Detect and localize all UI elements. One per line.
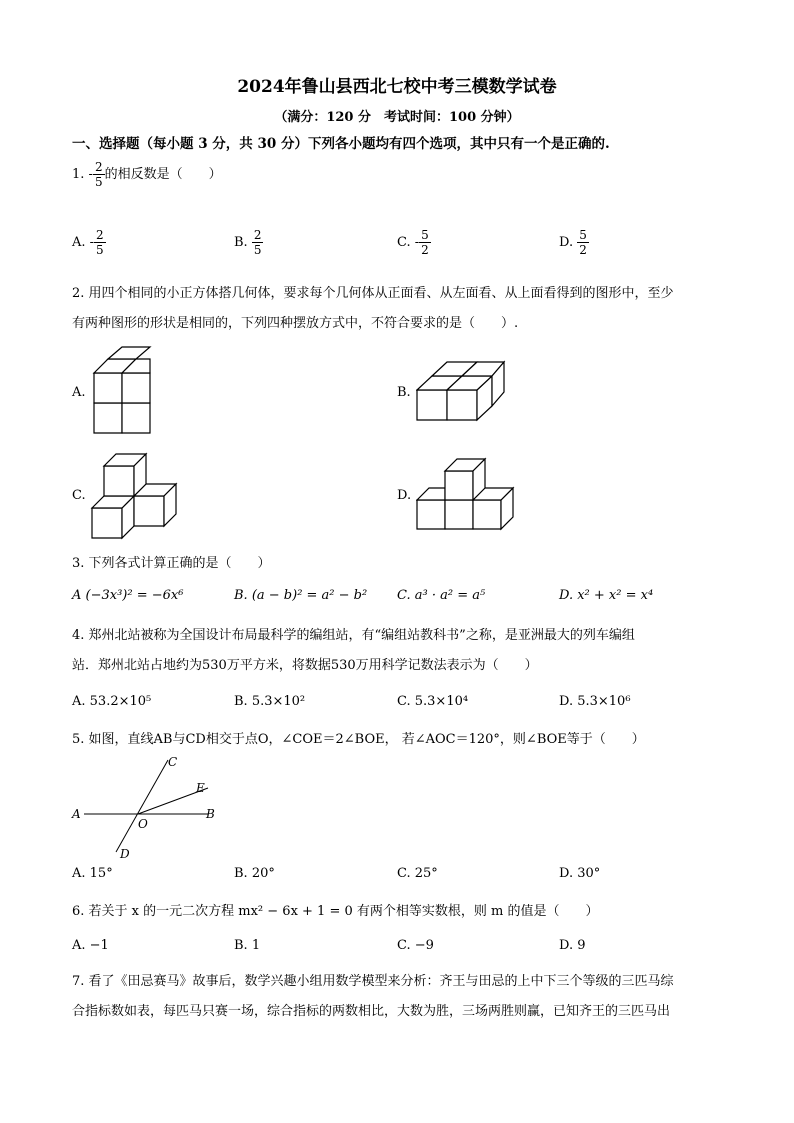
question-5: 5. 如图，直线AB与CD相交于点O，∠COE＝2∠BOE， 若∠AOC＝120°，则∠BOE等于（ ） xyxy=(72,732,645,747)
question-3: 3. 下列各式计算正确的是（ ） xyxy=(72,556,271,571)
exam-info: （满分：120 分 考试时间：100 分钟） xyxy=(274,110,520,125)
q2-figure-a xyxy=(92,345,152,435)
q3-option-a: A (−3x³)² = −6x⁶ xyxy=(72,588,184,603)
q5-option-b: B. 20° xyxy=(234,866,275,881)
question-1 xyxy=(72,160,222,189)
q5-option-c: C. 25° xyxy=(397,866,438,881)
question-2-line-2: 有两种图形的形状是相同的，下列四种摆放方式中，不符合要求的是（ ）. xyxy=(72,316,519,331)
section-heading: 一、选择题（每小题 3 分，共 30 分）下列各小题均有四个选项，其中只有一个是正确的. xyxy=(72,136,610,152)
question-4-line-2: 站．郑州北站占地约为530万平方米，将数据530万用科学记数法表示为（ ） xyxy=(72,658,538,673)
question-7-line-2: 合指标数如表，每匹马只赛一场，综合指标的两数相比，大数为胜，三场两胜则赢，已知齐王的三匹马出 xyxy=(72,1004,671,1019)
point-b-label: B xyxy=(206,807,215,821)
question-2-line-1: 2. 用四个相同的小正方体搭几何体，要求每个几何体从正面看、从左面看、从上面看得到的图形中，至少 xyxy=(72,286,674,301)
question-6: 6. 若关于 x 的一元二次方程 mx² − 6x + 1 = 0 有两个相等实数根，则 m 的值是（ ） xyxy=(72,904,599,919)
q1-option-c: C. - $\frac{5}{2}$ xyxy=(397,228,429,257)
q2-figure-c xyxy=(90,450,180,540)
q5-angle-figure xyxy=(70,752,230,862)
q2-figure-d xyxy=(416,456,516,532)
q2-figure-b xyxy=(416,358,506,422)
q6-option-b: B. 1 xyxy=(234,938,261,953)
q2-option-d-label: D. xyxy=(397,488,412,503)
question-4-line-1: 4. 郑州北站被称为全国设计布局最科学的编组站，有“编组站教科书”之称，是亚洲最大的列车编组 xyxy=(72,628,635,643)
point-c-label: C xyxy=(168,755,178,769)
point-o-label: O xyxy=(138,817,148,831)
page-title: 2024年鲁山县西北七校中考三模数学试卷 xyxy=(237,77,557,97)
q6-option-a: A. −1 xyxy=(72,938,109,953)
q6-option-c: C. −9 xyxy=(397,938,434,953)
q5-option-d: D. 30° xyxy=(559,866,601,881)
point-d-label: D xyxy=(120,847,130,861)
q1-option-b: B. $\frac{2}{5}$ xyxy=(234,228,262,257)
q2-option-c-label: C. xyxy=(72,488,86,503)
point-e-label: E xyxy=(196,781,205,795)
q6-option-d: D. 9 xyxy=(559,938,586,953)
question-7-line-1: 7. 看了《田忌赛马》故事后，数学兴趣小组用数学模型来分析：齐王与田忌的上中下三个等级的三匹马综 xyxy=(72,974,674,989)
q4-option-c: C. 5.3×10⁴ xyxy=(397,694,469,709)
q3-option-b: B. (a − b)² = a² − b² xyxy=(234,588,368,603)
q1-prefix: 1. - xyxy=(72,167,93,182)
q4-option-b: B. 5.3×10² xyxy=(234,694,306,709)
q5-option-a: A. 15° xyxy=(72,866,113,881)
q1-fraction: $\frac{2}{5}$ xyxy=(94,160,103,189)
q3-option-d: D. x² + x² = x⁴ xyxy=(559,588,654,603)
q4-option-d: D. 5.3×10⁶ xyxy=(559,694,631,709)
q2-option-a-label: A. xyxy=(72,385,86,400)
q4-option-a: A. 53.2×10⁵ xyxy=(72,694,152,709)
point-a-label: A xyxy=(72,807,81,821)
q1-option-d: D. $\frac{5}{2}$ xyxy=(559,228,587,257)
q2-option-b-label: B. xyxy=(397,385,411,400)
q1-option-a: A. - $\frac{2}{5}$ xyxy=(72,228,104,257)
q1-suffix: 的相反数是（ ） xyxy=(104,167,222,182)
q3-option-c: C. a³ · a² = a⁵ xyxy=(397,588,486,603)
